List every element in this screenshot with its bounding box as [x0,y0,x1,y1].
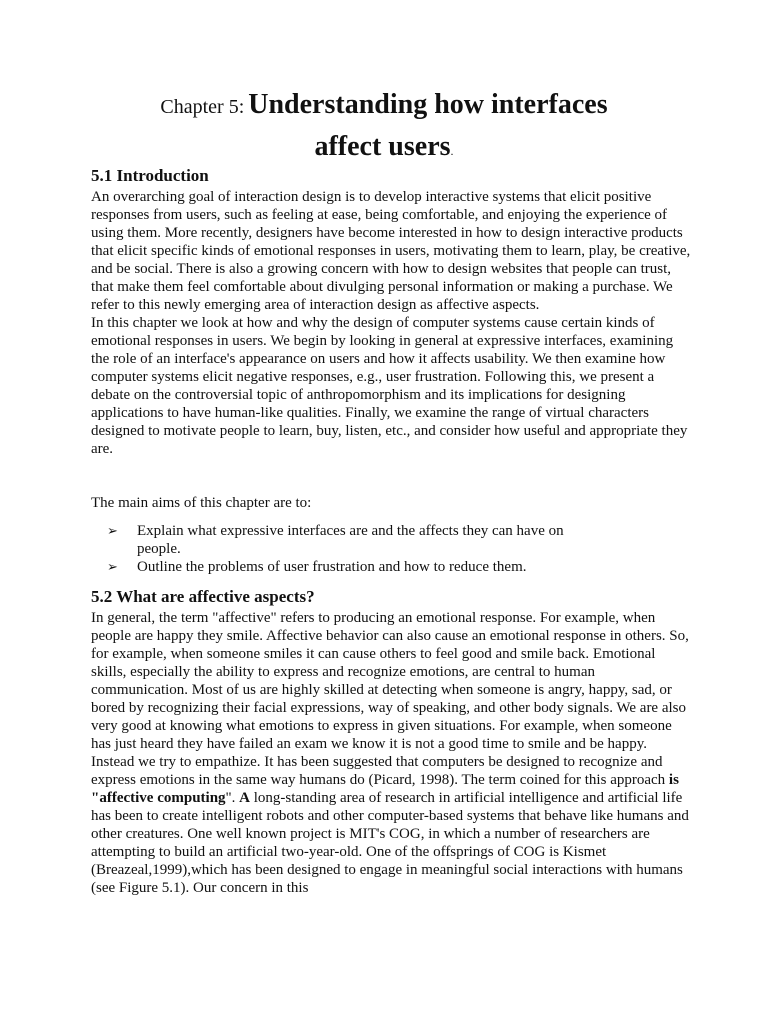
bold-term: is "affective computing [91,772,679,806]
list-item [107,522,607,558]
paragraph-text: long-standing area of research in artificial intelligence and artificial life has been to create intelligent robots and other computer-based systems that behave like humans and other creatures. One well known project is MIT's COG, in which a number of researchers are attempting to build an artificial two-year-old. One of the offsprings of COG is Kismet (Breazeal,1999),which has been designed to engage in meaningful social interactions with humans (see Figure 5.1). Our concern in this [91,790,689,896]
affective-paragraph [91,609,691,897]
chapter-title [80,86,688,170]
aims-intro: The main aims of this chapter are to: [91,495,312,511]
aims-list [107,522,691,576]
chapter-title-suffix: . [450,144,454,158]
spacer [91,458,691,494]
chapter-title-line2: affect users [314,131,451,162]
section-heading-affective-aspects: 5.2 What are affective aspects? [91,587,315,606]
section-heading-introduction: 5.1 Introduction [91,166,209,185]
body-content [91,165,691,897]
paragraph-text: ". [225,790,240,806]
arrow-bullet-icon: ➢ [107,559,118,574]
intro-paragraph-2: In this chapter we look at how and why the design of computer systems cause certain kinds of emotional responses in users. We begin by looking in general at expressive interfaces, examining the role of an interface's appearance on users and how it affects usability. We then examine how computer systems elicit negative responses, e.g., user frustration. Following this, we present a debate on the controversial topic of anthropomorphism and its implications for designing applications to have human-like qualities. Finally, we examine the range of virtual characters designed to motivate people to learn, buy, listen, etc., and consider how useful and appropriate they are. [91,315,688,457]
list-item [107,558,607,576]
paragraph-text: In general, the term "affective" refers to producing an emotional response. For example, when people are happy they smile. Affective behavior can also cause an emotional response in others. So, for example, when someone smiles it can cause others to feel good and smile back. Emotional skills, especially the ability to express and recognize emotions, are central to human communication. Most of us are highly skilled at detecting when someone is angry, happy, sad, or bored by recognizing their facial expressions, way of speaking, and other body signals. We are also very good at knowing what emotions to express in given situations. For example, when someone has just heard they have failed an exam we know it is not a good time to smile and be happy. Instead we try to empathize. It has been suggested that computers be designed to recognize and express emotions in the same way humans do (Picard, 1998). The term coined for this approach [91,610,689,788]
chapter-title-line1: Understanding how interfaces [248,89,608,120]
intro-paragraph-1: An overarching goal of interaction design is to develop interactive systems that elicit positive responses from users, such as feeling at ease, being comfortable, and enjoying the experience of using them. More recently, designers have become interested in how to design interactive products that elicit specific kinds of emotional responses in users, motivating them to learn, play, be creative, and be social. There is also a growing concern with how to design websites that people can trust, that make them feel comfortable about divulging personal information or making a purchase. We refer to this newly emerging area of interaction design as affective aspects. [91,189,691,313]
arrow-bullet-icon: ➢ [107,523,118,538]
chapter-prefix: Chapter 5: [160,96,245,118]
aim-text: Outline the problems of user frustration and how to reduce them. [137,559,527,575]
aim-text: Explain what expressive interfaces are and the affects they can have on people. [137,523,564,557]
bold-letter: A [239,790,251,806]
